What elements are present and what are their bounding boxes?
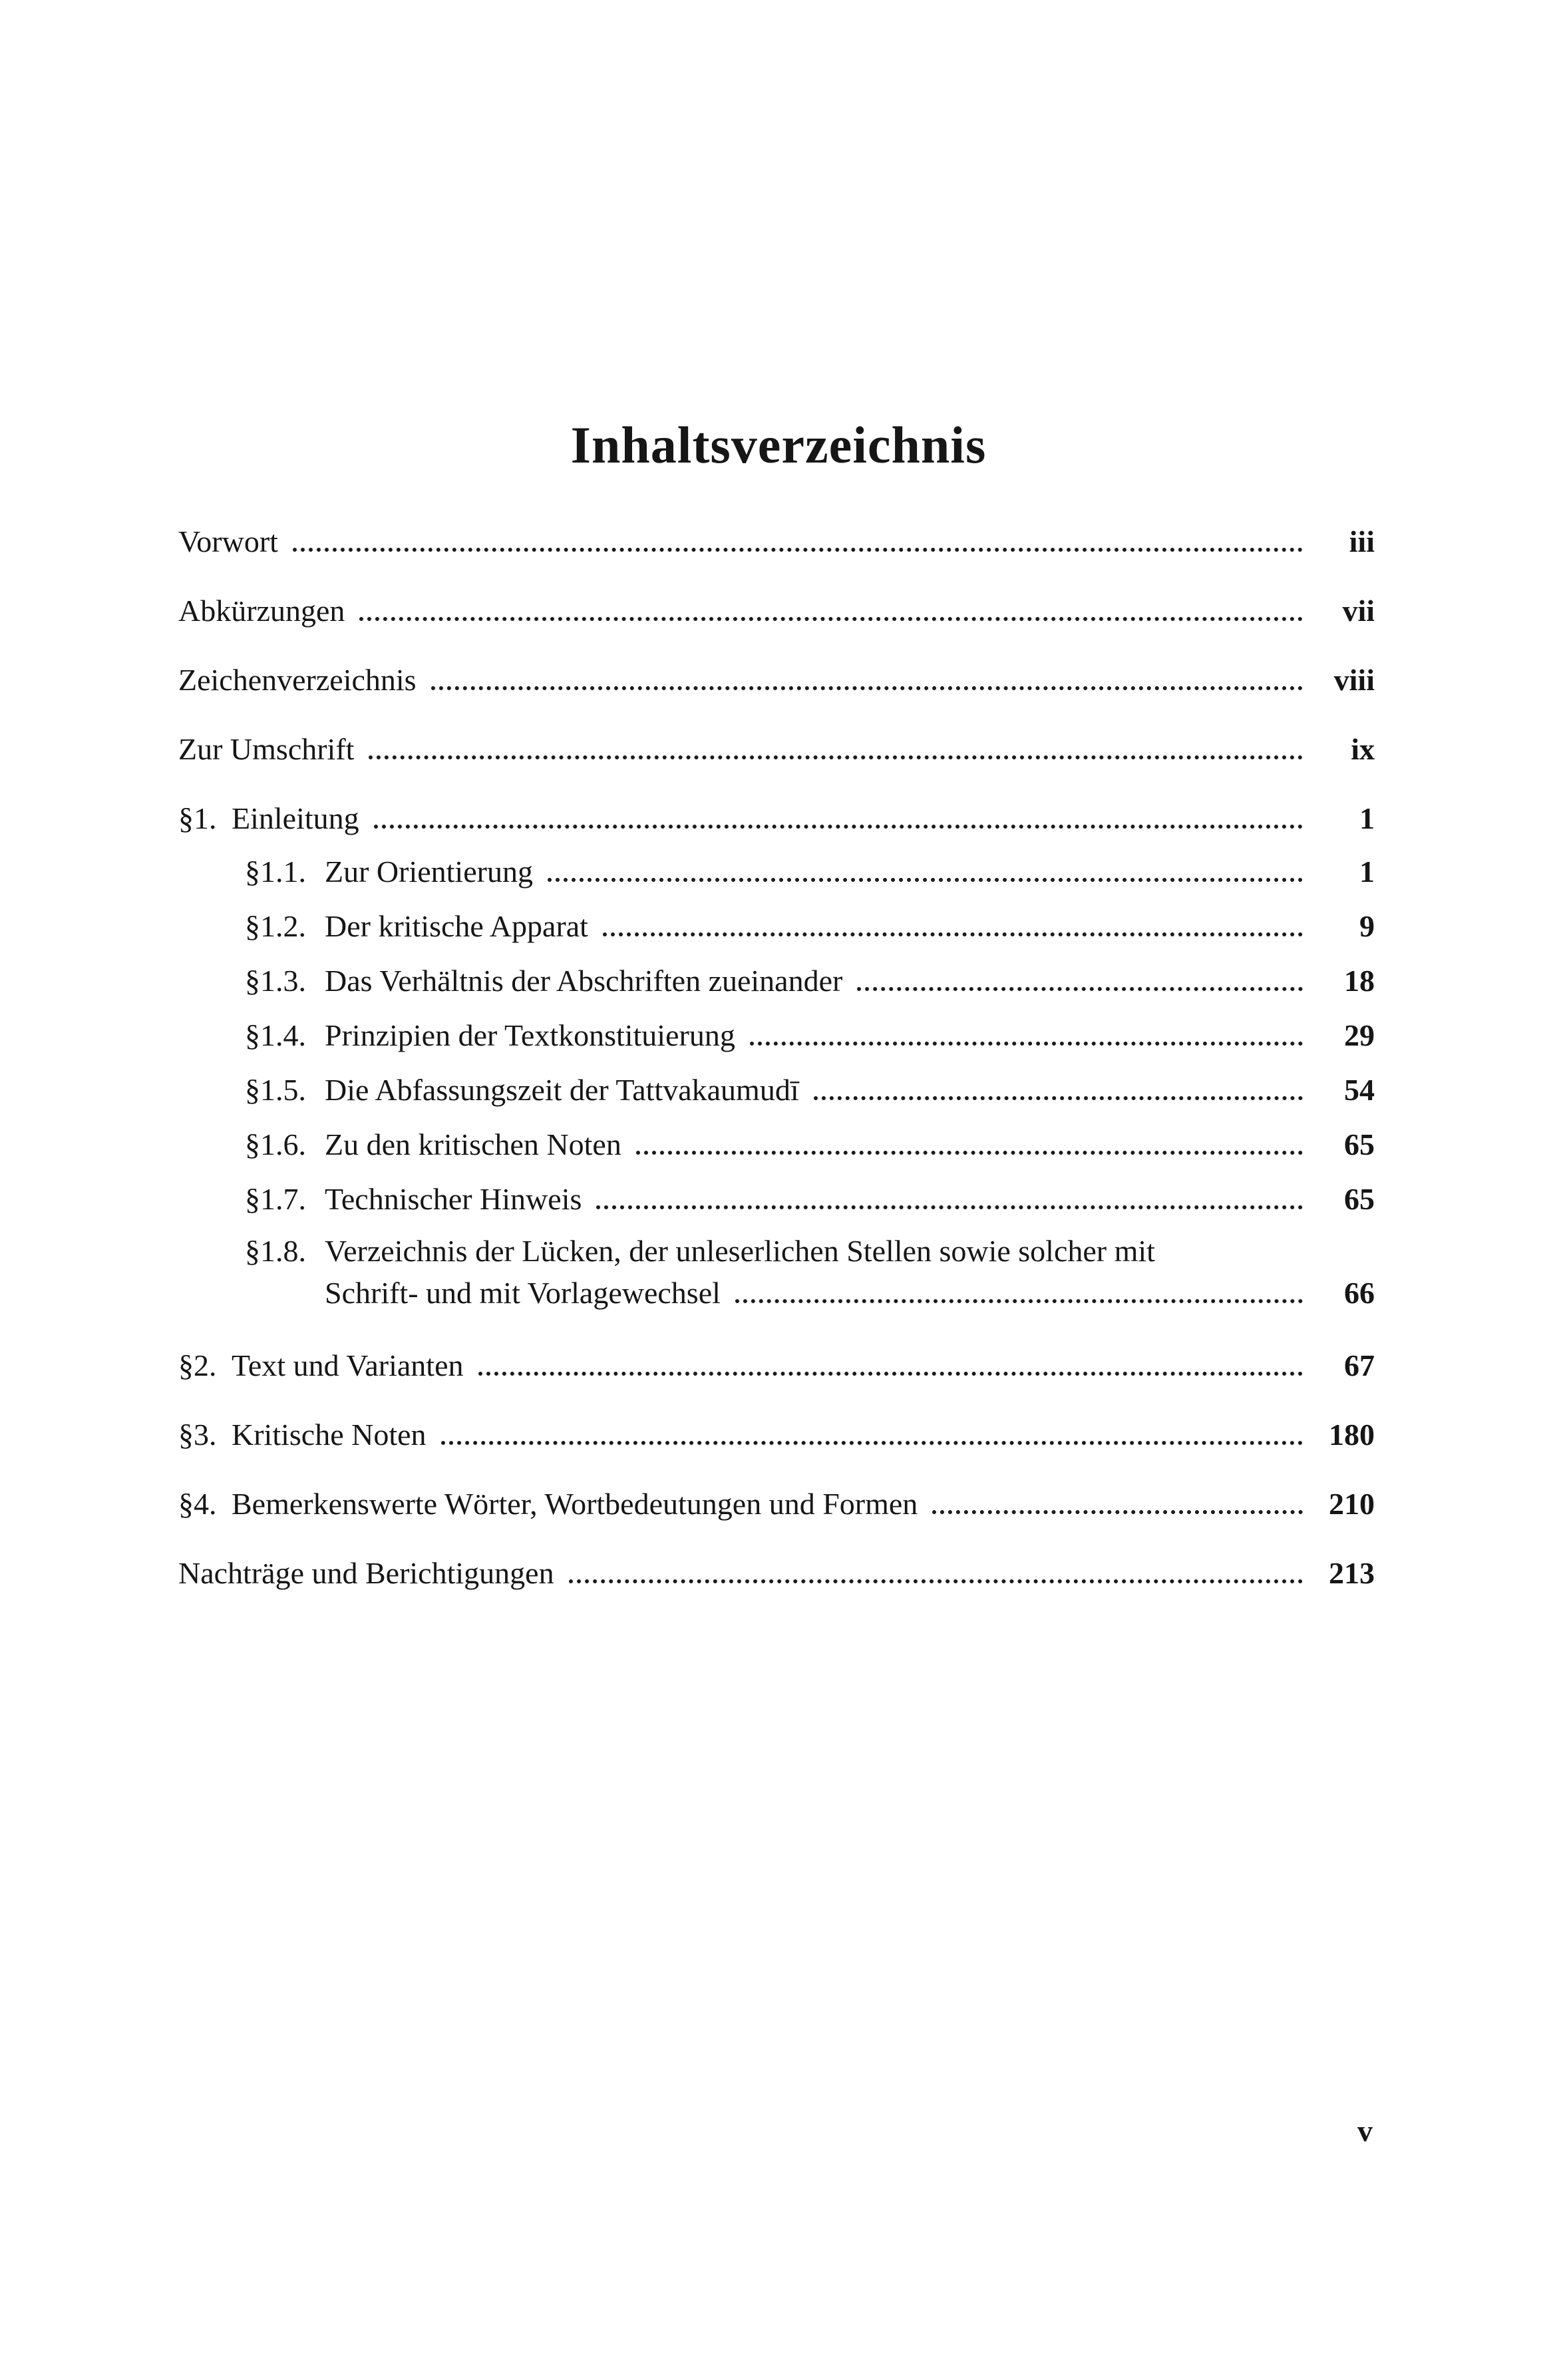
toc-entry-page: 65 [1344,1127,1375,1161]
toc-entry-label: Vorwort [178,524,278,558]
dot-leader [374,825,1303,829]
toc-entry-number: §3. [178,1418,217,1452]
toc-entry-zeichenverzeichnis[interactable] [178,662,1375,698]
toc-entry-page: 66 [1344,1276,1375,1310]
dot-leader [293,548,1303,552]
toc-entry-orientierung[interactable] [245,853,1375,890]
toc-entry-page: 18 [1344,964,1375,998]
dot-leader [814,1096,1303,1100]
dot-leader [932,1510,1303,1514]
toc-entry-line-1 [245,1233,1375,1269]
toc-entry-umschrift[interactable] [178,731,1375,767]
toc-entry-page: 67 [1344,1348,1375,1382]
page-title: Inhaltsverzeichnis [570,416,987,474]
toc-entry-number: §1.2. [245,909,306,943]
toc-entry-abkuerzungen[interactable] [178,592,1375,629]
toc-entry-vorwort[interactable] [178,523,1375,560]
dot-leader [359,617,1303,621]
toc-entry-number: §1. [178,801,217,835]
toc-entry-label: Kritische Noten [232,1418,427,1452]
toc-entry-page: iii [1349,524,1375,558]
toc-entry-kritische-noten[interactable] [178,1416,1375,1453]
toc-entry-bemerkenswerte-woerter[interactable] [178,1486,1375,1522]
toc-entry-label: Einleitung [232,801,359,835]
toc-entry-text-varianten[interactable] [178,1347,1375,1384]
toc-entry-label: Zu den kritischen Noten [325,1127,621,1161]
toc-entry-page: 213 [1329,1556,1375,1590]
dot-leader [548,878,1303,882]
toc-entry-nachtraege[interactable] [178,1555,1375,1591]
toc-entry-label: Verzeichnis der Lücken, der unleserlichen Stellen sowie solcher mit [325,1234,1155,1268]
toc-entry-page: 65 [1344,1182,1375,1216]
toc-entry-luecken[interactable] [245,1233,1375,1311]
dot-leader [441,1441,1303,1445]
toc-entry-page: vii [1342,594,1375,628]
toc-entry-einleitung[interactable] [178,800,1375,837]
toc-entry-number: §1.6. [245,1127,306,1161]
toc-entry-number: §4. [178,1487,217,1521]
toc-entry-page: 1 [1359,855,1375,889]
toc-entry-label: Die Abfassungszeit der Tattvakaumudī [325,1073,799,1107]
dot-leader [603,932,1303,936]
dot-leader [750,1042,1303,1046]
toc-entry-label: Bemerkenswerte Wörter, Wortbedeutungen und Formen [232,1487,918,1521]
dot-leader [735,1299,1303,1303]
toc-entry-label: Zur Orientierung [325,855,533,889]
toc-entry-label: Der kritische Apparat [325,909,588,943]
toc-entry-technischer-hinweis[interactable] [245,1181,1375,1217]
toc-entry-page: 1 [1359,801,1375,835]
toc-entry-page: 29 [1344,1018,1375,1052]
dot-leader [596,1205,1303,1209]
toc-entry-textkonstituierung[interactable] [245,1017,1375,1054]
toc-entry-page: viii [1333,663,1375,697]
toc-entry-label: Prinzipien der Textkonstituierung [325,1018,735,1052]
toc-entry-label: Technischer Hinweis [325,1182,582,1216]
toc-entry-number: §1.5. [245,1073,306,1107]
toc-entry-number: §1.7. [245,1182,306,1216]
page-number: v [1357,2114,1373,2148]
toc-entry-number: §1.8. [245,1234,306,1268]
toc-entry-page: 54 [1344,1073,1375,1107]
toc-entry-label: Zeichenverzeichnis [178,663,417,697]
toc-entry-label: Nachträge und Berichtigungen [178,1556,554,1590]
toc-entry-label: Abkürzungen [178,594,345,628]
dot-leader [857,987,1303,991]
toc-entry-label: Zur Umschrift [178,732,355,766]
dot-leader [636,1151,1303,1155]
toc-entry-number: §1.1. [245,855,306,889]
toc-entry-apparat[interactable] [245,908,1375,944]
toc-entry-number: §2. [178,1348,217,1382]
dot-leader [431,686,1303,690]
dot-leader [569,1579,1303,1583]
toc-entry-kritische-noten-intro[interactable] [245,1126,1375,1163]
toc-entry-label: Das Verhältnis der Abschriften zueinander [325,964,843,998]
toc-entry-label-continued: Schrift- und mit Vorlagewechsel [325,1276,721,1310]
toc-entry-abfassungszeit[interactable] [245,1072,1375,1108]
dot-leader [478,1372,1303,1376]
toc-entry-page: 9 [1359,909,1375,943]
toc-entry-number: §1.3. [245,964,306,998]
toc-entry-number: §1.4. [245,1018,306,1052]
toc-entry-page: 210 [1329,1487,1375,1521]
toc-entry-abschriften[interactable] [245,962,1375,999]
toc-entry-label: Text und Varianten [232,1348,464,1382]
toc-entry-page: ix [1351,732,1375,766]
dot-leader [369,755,1303,759]
toc-entry-line-2 [325,1275,1375,1311]
toc-entry-page: 180 [1329,1418,1375,1452]
